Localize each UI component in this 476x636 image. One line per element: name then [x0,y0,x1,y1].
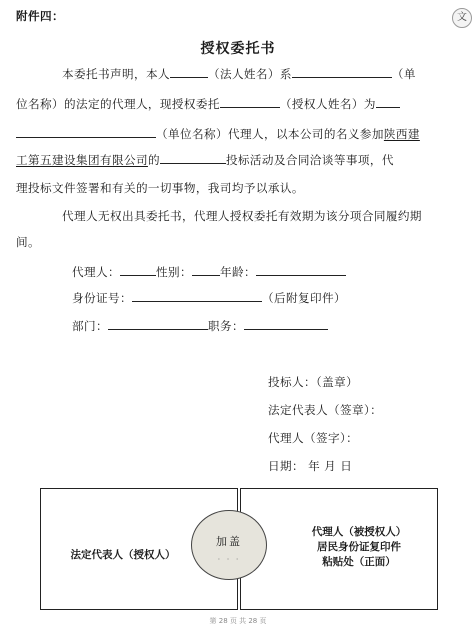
document-title: 授权委托书 [200,41,276,57]
para2-line2: 间。 [16,235,40,249]
agent-name-field[interactable] [120,264,156,276]
bidder-seal-line: 投标人：（盖章） [268,375,359,389]
para1-line3: （单位名称）代理人，以本公司的名义参加陕西建 [16,126,420,142]
id-row: 身份证号： （后附复印件） [72,291,346,305]
agent-box-label-2: 居民身份证复印件 [317,541,401,553]
attachment-label: 附件四： [16,9,64,23]
gender-field[interactable] [192,264,220,276]
dept-row: 部门： 职务： [72,318,328,334]
position-field[interactable] [244,318,328,330]
seal-label: 加盖 [216,535,242,548]
company-name-blank-2b[interactable] [16,126,156,138]
legal-rep-box-label: 法定代表人（授权人） [70,549,176,561]
para1-line1: 本委托书声明，本人 （法人姓名）系 （单 [62,67,416,81]
department-field[interactable] [108,318,208,330]
agent-sign-line: 代理人（签字）： [268,431,359,445]
authorized-name-blank[interactable] [220,96,280,108]
age-field[interactable] [256,264,346,276]
company-name-blank-2a[interactable] [376,96,400,108]
para1-line4: 工第五建设集团有限公司的 投标活动及合同洽谈等事项，代 [16,153,394,167]
agent-id-box [240,488,438,610]
company-name-blank-1[interactable] [292,66,392,78]
project-name-blank[interactable] [160,152,226,164]
date-line: 日期： 年 月 日 [268,459,353,473]
translate-icon[interactable]: 文 [452,8,472,28]
page-footer: 第 28 页 共 28 页 [209,617,267,625]
agent-box-label-1: 代理人（被授权人） [311,526,407,538]
para1-line5: 理投标文件签署和有关的一切事物，我司均予以承认。 [16,181,304,195]
legal-person-name-blank[interactable] [170,66,208,78]
legal-rep-sign-line: 法定代表人（签章）： [268,403,383,417]
para2-line1: 代理人无权出具委托书，代理人授权委托有效期为该分项合同履约期 [62,209,422,223]
para1-line2: 位名称）的法定的代理人，现授权委托 （授权人姓名）为 [16,96,400,112]
agent-info-row: 代理人： 性别： 年龄： [72,264,346,280]
id-number-field[interactable] [132,290,262,302]
company-seal-stamp [191,510,267,580]
seal-dots: · · · [217,555,241,564]
agent-box-label-3: 粘贴处（正面） [322,556,396,568]
